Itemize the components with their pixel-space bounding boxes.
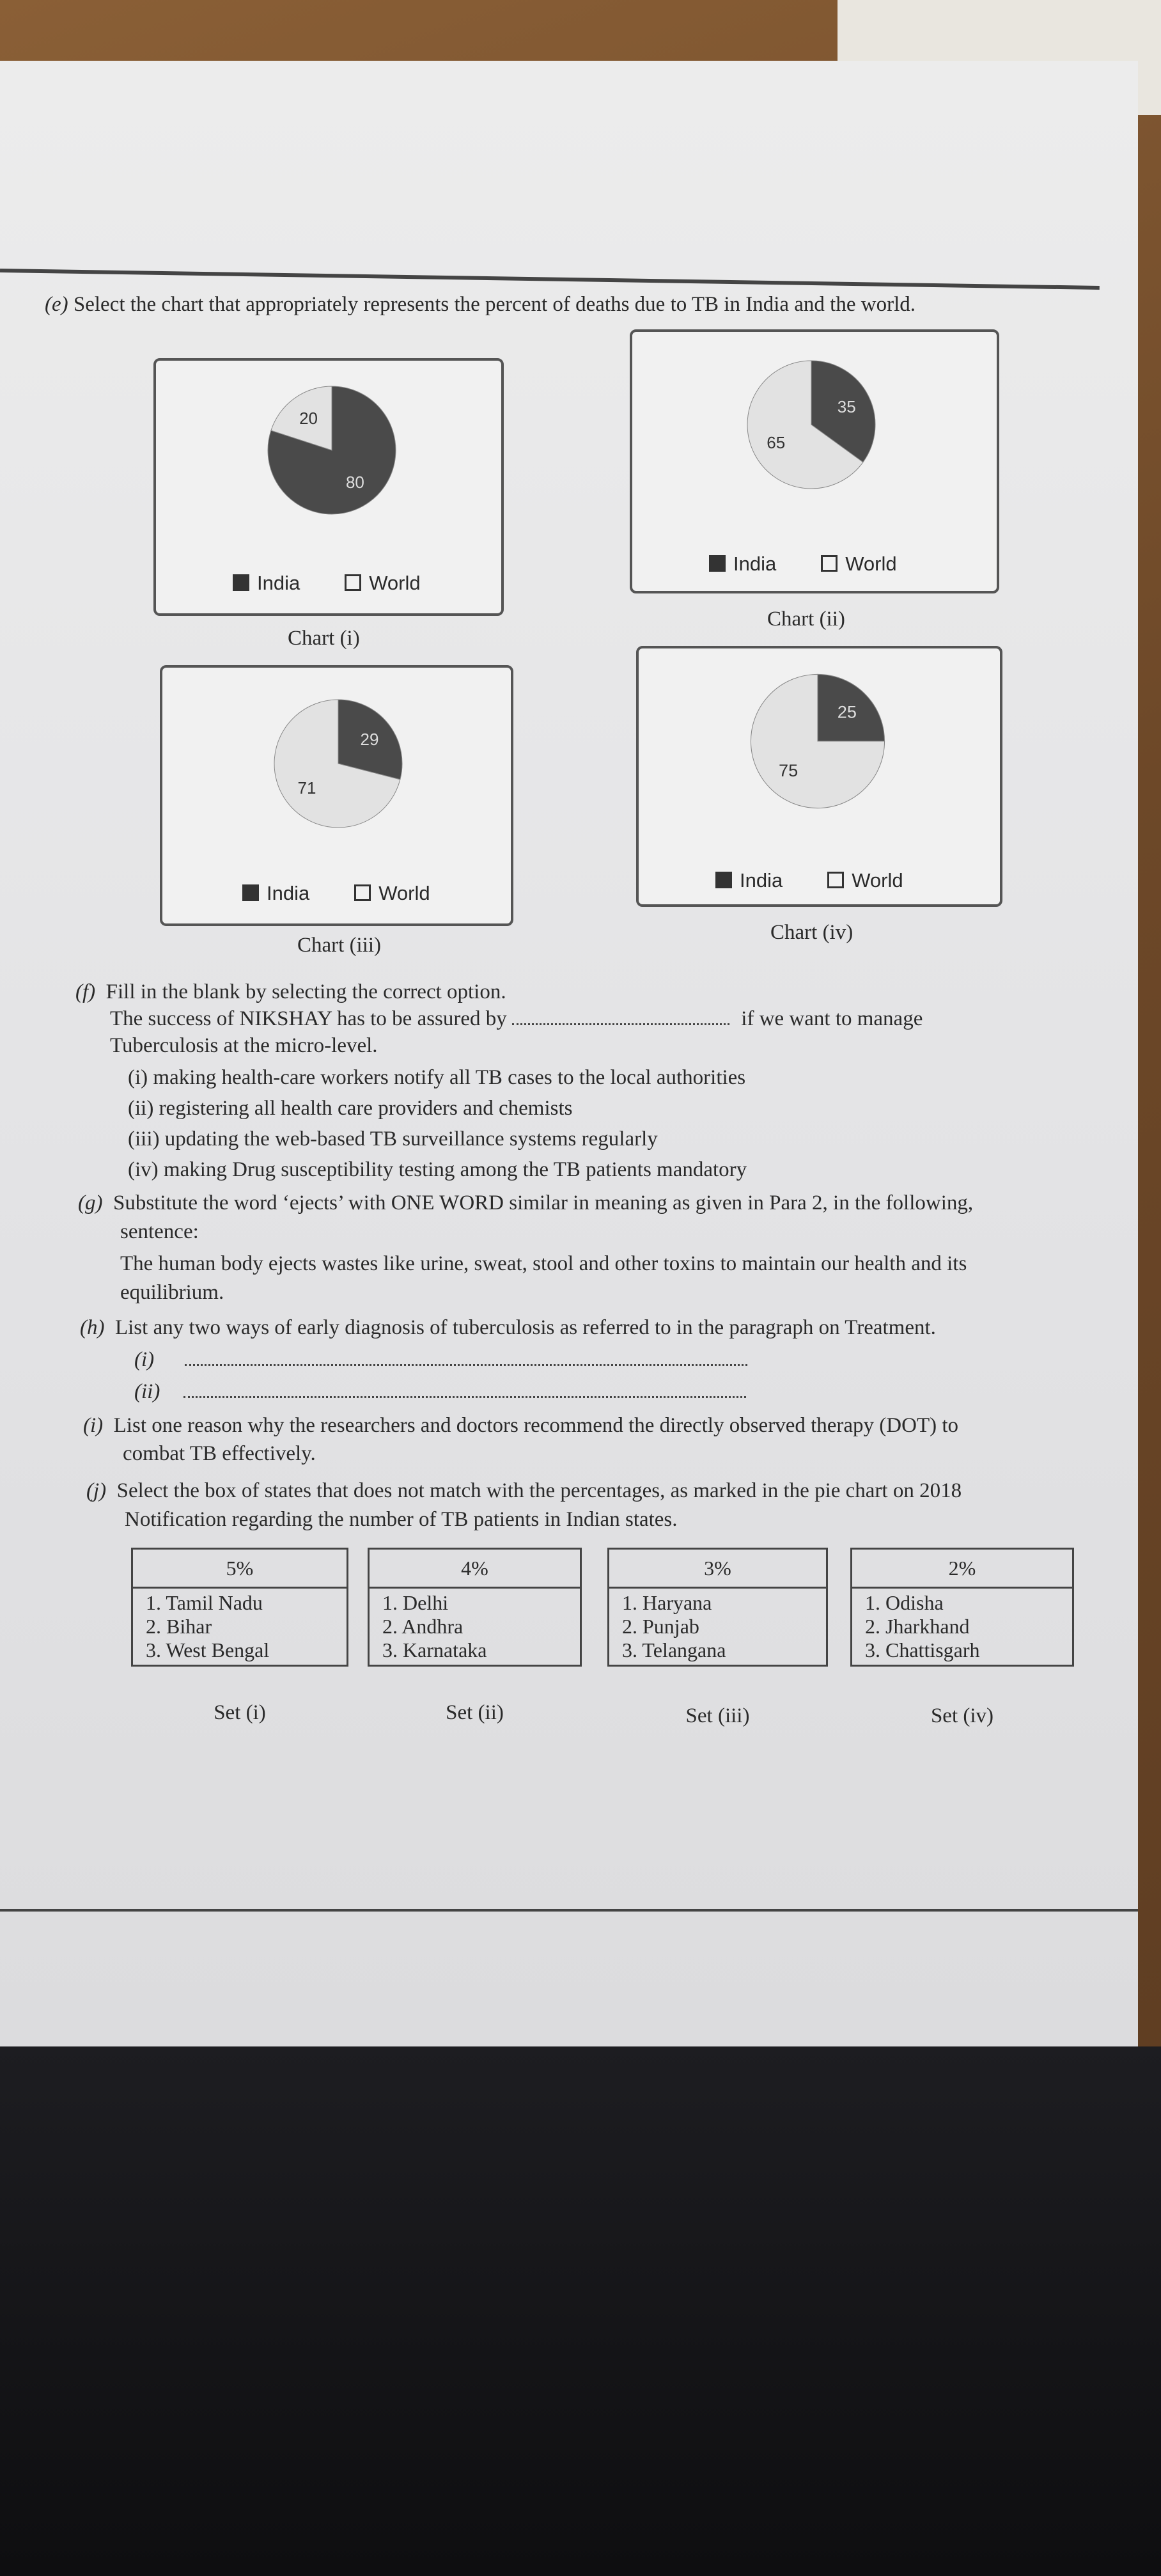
legend-india: India bbox=[715, 869, 783, 892]
chart-ii-pie bbox=[741, 354, 882, 495]
question-f-blank[interactable] bbox=[512, 1023, 729, 1025]
question-g-line1: (g) Substitute the word ‘ejects’ with ONE WORD similar in meaning as given in Para 2, in the following, bbox=[78, 1191, 974, 1214]
set-iii-percent: 3% bbox=[609, 1549, 827, 1588]
bottom-divider bbox=[0, 1909, 1138, 1912]
set-iv-box[interactable] bbox=[850, 1548, 1074, 1667]
pie-label-india: 35 bbox=[837, 397, 856, 416]
chart-i-legend bbox=[233, 572, 421, 595]
chart-iii-box[interactable] bbox=[160, 665, 513, 926]
pie-label-india: 29 bbox=[360, 729, 379, 749]
question-g-line4: equilibrium. bbox=[120, 1281, 224, 1304]
chart-ii-box[interactable] bbox=[630, 329, 999, 593]
set-i-percent: 5% bbox=[132, 1549, 348, 1588]
chart-iii-slices bbox=[274, 700, 402, 828]
question-i-line2: combat TB effectively. bbox=[123, 1442, 316, 1465]
set-iii-states: 1. Haryana 2. Punjab 3. Telangana bbox=[609, 1588, 827, 1666]
question-f-line2: Tuberculosis at the micro-level. bbox=[110, 1034, 378, 1057]
chart-i-pie bbox=[261, 380, 402, 521]
chart-ii-legend bbox=[709, 553, 897, 576]
question-h-sub-i: (i) bbox=[134, 1346, 747, 1373]
chart-iv-caption: Chart (iv) bbox=[770, 921, 853, 944]
question-e bbox=[45, 291, 916, 318]
chart-iii-pie bbox=[268, 693, 409, 834]
legend-india: India bbox=[233, 572, 300, 595]
set-iii-box[interactable] bbox=[607, 1548, 828, 1667]
question-f-option-3[interactable]: (iii) updating the web-based TB surveillance systems regularly bbox=[128, 1127, 658, 1151]
question-e-text: Select the chart that appropriately represents the percent of deaths due to TB in India and the world. bbox=[73, 293, 916, 316]
question-g-line3: The human body ejects wastes like urine, sweat, stool and other toxins to maintain our health and its bbox=[120, 1252, 967, 1275]
question-i-line1: (i) List one reason why the researchers and doctors recommend the directly observed therapy (DOT) to bbox=[83, 1414, 959, 1437]
chart-ii-slices bbox=[747, 361, 875, 489]
set-ii-states: 1. Delhi 2. Andhra 3. Karnataka bbox=[369, 1588, 581, 1666]
legend-world: World bbox=[354, 882, 430, 905]
set-i-states: 1. Tamil Nadu 2. Bihar 3. West Bengal bbox=[132, 1588, 348, 1666]
answer-line-h-i[interactable] bbox=[185, 1364, 747, 1366]
question-g-line2: sentence: bbox=[120, 1220, 199, 1243]
set-ii-box[interactable] bbox=[368, 1548, 582, 1667]
question-f-option-1[interactable]: (i) making health-care workers notify all TB cases to the local authorities bbox=[128, 1066, 746, 1089]
chart-iv-slices bbox=[751, 674, 884, 808]
legend-world: World bbox=[345, 572, 420, 595]
question-f-line1: The success of NIKSHAY has to be assured by if we want to manage bbox=[110, 1007, 923, 1030]
dark-fabric-area bbox=[0, 2046, 1161, 2576]
set-i-caption: Set (i) bbox=[214, 1701, 266, 1724]
legend-world: World bbox=[821, 553, 896, 576]
legend-india: India bbox=[709, 553, 776, 576]
set-ii-percent: 4% bbox=[369, 1549, 581, 1588]
set-iii-caption: Set (iii) bbox=[685, 1704, 750, 1727]
chart-i-caption: Chart (i) bbox=[288, 627, 360, 650]
chart-i-slices bbox=[268, 386, 396, 514]
legend-india: India bbox=[242, 882, 309, 905]
legend-world: World bbox=[827, 869, 903, 892]
set-iv-states: 1. Odisha 2. Jharkhand 3. Chattisgarh bbox=[852, 1588, 1073, 1666]
chart-iii-legend bbox=[242, 882, 430, 905]
chart-iii-caption: Chart (iii) bbox=[297, 934, 382, 957]
question-e-label: (e) bbox=[45, 293, 68, 316]
set-i-box[interactable] bbox=[131, 1548, 348, 1667]
chart-i-box[interactable] bbox=[153, 358, 504, 616]
pie-label-india: 25 bbox=[837, 702, 857, 722]
answer-line-h-ii[interactable] bbox=[183, 1396, 746, 1398]
set-iv-caption: Set (iv) bbox=[930, 1704, 994, 1727]
question-j-line1: (j) Select the box of states that does not match with the percentages, as marked in the pie chart on 2018 bbox=[86, 1479, 962, 1502]
question-h-sub-ii: (ii) bbox=[134, 1378, 746, 1405]
pie-label-world: 75 bbox=[779, 760, 799, 781]
question-h: (h) List any two ways of early diagnosis of tuberculosis as referred to in the paragraph on Treatment. bbox=[80, 1316, 936, 1339]
pie-label-world: 71 bbox=[297, 778, 316, 798]
chart-iv-box[interactable] bbox=[636, 646, 1002, 907]
chart-ii-caption: Chart (ii) bbox=[767, 608, 845, 631]
question-f-option-2[interactable]: (ii) registering all health care providers and chemists bbox=[128, 1097, 573, 1120]
pie-label-india: 80 bbox=[345, 473, 364, 492]
pie-label-world: 20 bbox=[299, 408, 318, 428]
set-ii-caption: Set (ii) bbox=[446, 1701, 504, 1724]
question-f-option-4[interactable]: (iv) making Drug susceptibility testing among the TB patients mandatory bbox=[128, 1158, 747, 1181]
question-f-intro: (f) Fill in the blank by selecting the correct option. bbox=[75, 980, 506, 1003]
question-j-line2: Notification regarding the number of TB patients in Indian states. bbox=[125, 1508, 678, 1531]
pie-label-world: 65 bbox=[767, 433, 786, 453]
set-iv-percent: 2% bbox=[852, 1549, 1073, 1588]
chart-iv-legend bbox=[715, 869, 903, 892]
chart-iv-pie bbox=[744, 668, 891, 815]
